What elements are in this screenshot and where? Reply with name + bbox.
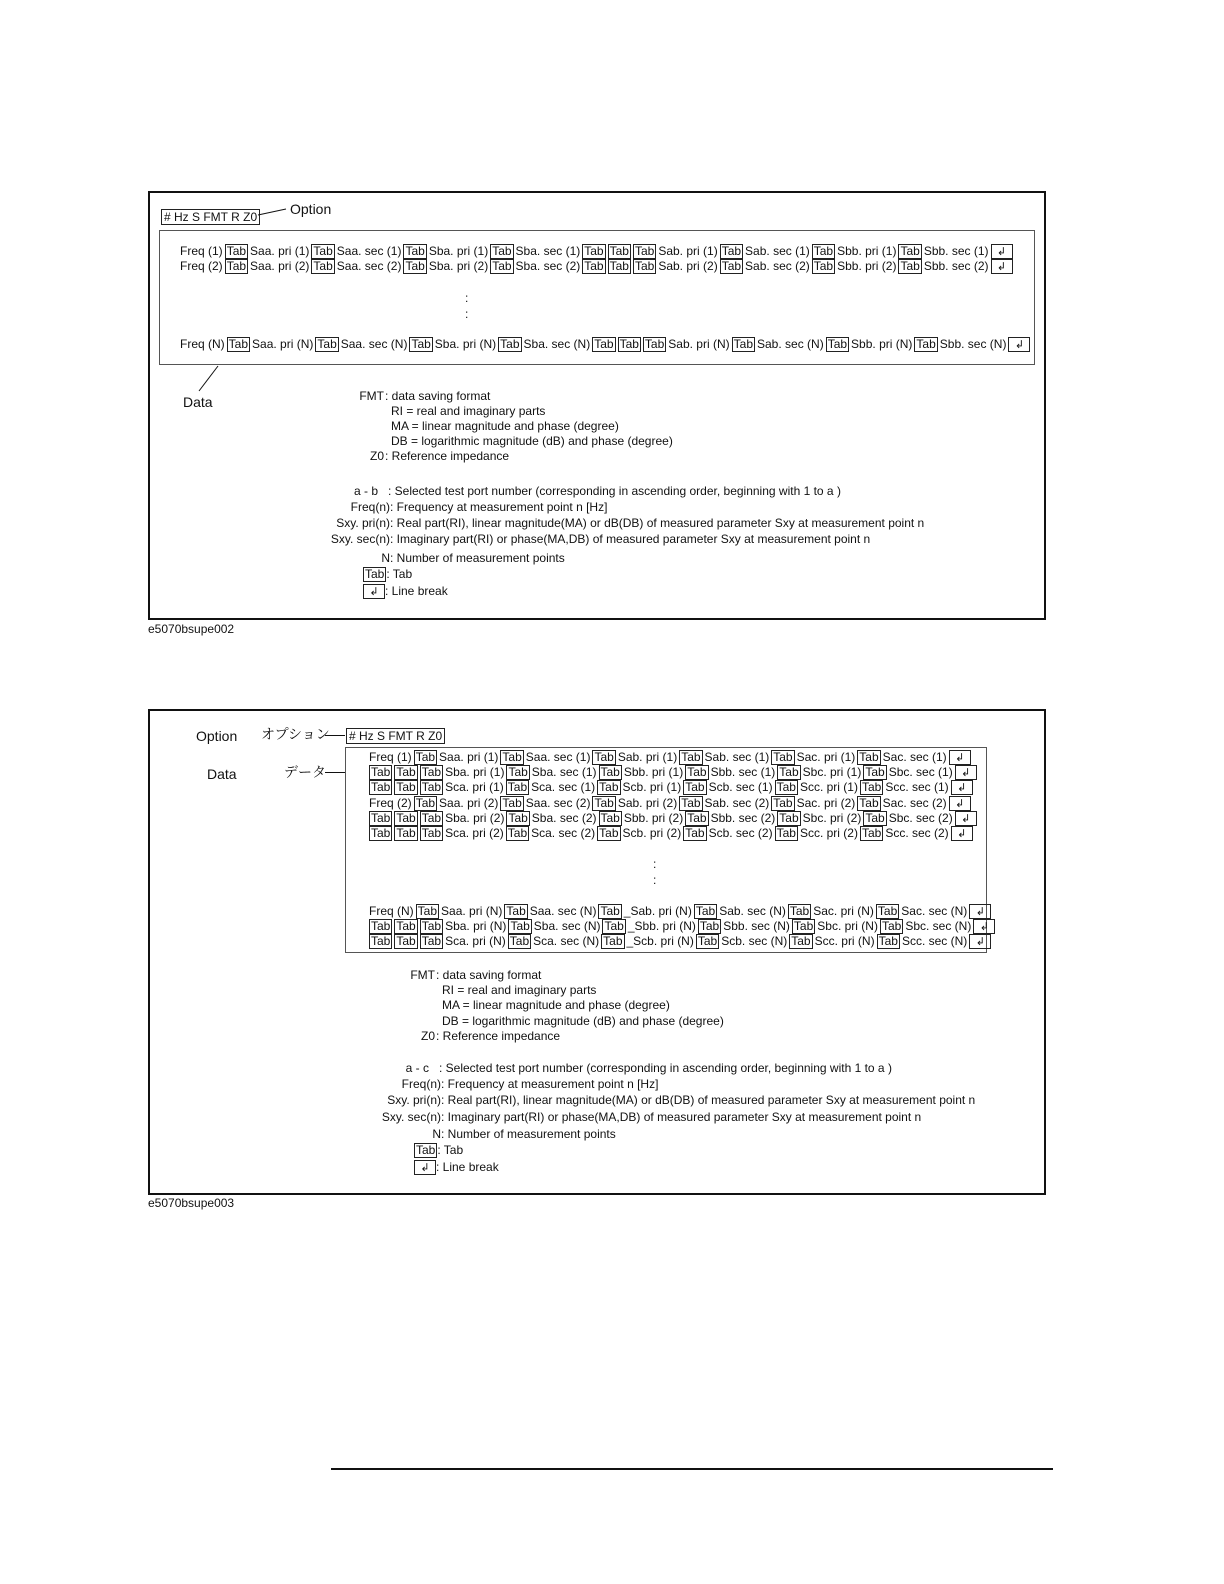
- fig1-legend-z0-val: : Reference impedance: [385, 449, 510, 463]
- data-field: Sbc. sec (N): [905, 919, 972, 933]
- tab-key-box: Tab: [594, 337, 614, 351]
- data-field: Sbc. pri (2): [802, 811, 862, 825]
- fig2-legend-fmt-val: : data saving format: [436, 968, 542, 982]
- fig2-header-box: [346, 728, 445, 744]
- fig1-legend-pri-val: : Real part(RI), linear magnitude(MA) or dB(DB) of measured parameter Sxy at measurement point n: [390, 516, 925, 530]
- tab-key-box: Tab: [600, 765, 620, 779]
- fig2-data-row: [369, 826, 975, 841]
- tab-key-box: Tab: [865, 811, 885, 825]
- data-field: Sba. pri (2): [445, 811, 505, 825]
- fig2-legend-z0-key: Z0: [420, 1029, 435, 1043]
- data-field: Sba. sec (1): [531, 765, 597, 779]
- data-field: Sba. sec (2): [531, 811, 597, 825]
- data-field: _Sab. pri (N): [623, 904, 692, 918]
- tab-key-box: Tab: [226, 259, 247, 273]
- data-field: Sbc. sec (2): [888, 811, 953, 825]
- tab-key-box: Tab: [604, 919, 624, 933]
- tab-key-box: Tab: [507, 780, 528, 794]
- fig2-data-row: [369, 904, 993, 919]
- tab-key-box: Tab: [396, 919, 416, 933]
- fig1-legend-fmt-val: : data saving format: [385, 389, 491, 403]
- tab-key-box: Tab: [405, 259, 425, 273]
- data-field: Sbb. pri (1): [623, 765, 684, 779]
- tab-key-box: Tab: [634, 244, 655, 258]
- data-field: Scb. pri (2): [622, 826, 682, 840]
- tab-key-box: Tab: [681, 796, 701, 810]
- data-field: Sba. pri (N): [434, 337, 497, 351]
- tab-key-box: Tab: [699, 919, 720, 933]
- fig2-data-leader: [325, 772, 345, 773]
- line-break-icon: ↲: [969, 934, 991, 949]
- tab-key-box: Tab: [226, 244, 247, 258]
- tab-key-box: Tab: [417, 904, 438, 918]
- data-field: Sca. sec (2): [531, 826, 596, 840]
- tab-key-box: Tab: [865, 765, 885, 779]
- line-break-icon: ↲: [973, 919, 995, 934]
- fig2-legend-ri: RI = real and imaginary parts: [442, 983, 597, 997]
- fig2-legend-freq-key: Freq(n): [401, 1077, 441, 1091]
- data-field: Sab. sec (2): [704, 796, 770, 810]
- tab-key-box: Tab: [416, 1143, 436, 1157]
- fig2-data-row: [369, 765, 979, 780]
- fig1-data-row: [180, 244, 1015, 259]
- line-break-icon: ↲: [1008, 337, 1030, 352]
- data-field: Sba. sec (2): [515, 259, 581, 273]
- fig1-legend-freq-key: Freq(n): [350, 500, 390, 514]
- tab-key-box: Tab: [697, 934, 718, 948]
- tab-key-box: Tab: [687, 811, 707, 825]
- data-field: Scc. sec (1): [885, 780, 949, 794]
- data-field: Sab. pri (2): [617, 796, 678, 810]
- tab-key-box: Tab: [877, 904, 898, 918]
- footer-rule: [331, 1468, 1053, 1470]
- tab-key-box: Tab: [396, 780, 416, 794]
- data-field: Sac. pri (N): [813, 904, 874, 918]
- fig2-data-row: [369, 934, 993, 949]
- data-field: Sab. pri (1): [617, 750, 678, 764]
- fig2-legend-pri-key: Sxy. pri(n): [387, 1093, 441, 1107]
- fig1-legend-tab-val: : Tab: [386, 567, 413, 581]
- line-break-icon: ↲: [949, 796, 971, 811]
- tab-key-box: Tab: [779, 765, 799, 779]
- tab-key-box: Tab: [779, 811, 799, 825]
- data-field: Sab. sec (N): [757, 337, 824, 351]
- fig1-legend-sec-val: : Imaginary part(RI) or phase(MA,DB) of measured parameter Sxy at measurement point n: [390, 532, 871, 546]
- line-break-icon: ↲: [969, 904, 991, 919]
- fig1-legend-fmt-key: FMT: [359, 389, 384, 403]
- data-field: Sca. sec (1): [531, 780, 596, 794]
- fig1-header-box: [161, 209, 260, 225]
- fig2-data-jp-label: データ: [284, 764, 326, 780]
- data-field: Sca. pri (2): [445, 826, 504, 840]
- fig2-legend-tab-val: : Tab: [437, 1143, 464, 1157]
- fig1-legend-ri: RI = real and imaginary parts: [391, 404, 546, 418]
- data-field: Saa. sec (2): [525, 796, 591, 810]
- tab-key-box: Tab: [415, 796, 436, 810]
- data-field: Sab. sec (1): [704, 750, 770, 764]
- data-field: Sbb. pri (1): [837, 244, 897, 258]
- fig2-legend-lb-row: [414, 1160, 499, 1175]
- fig1-legend-tab-row: [363, 567, 412, 582]
- data-field: Sbb. sec (1): [923, 244, 989, 258]
- data-field: Sbb. sec (N): [723, 919, 790, 933]
- fig2-caption: e5070bsupe003: [148, 1196, 235, 1210]
- tab-key-box: Tab: [685, 780, 705, 794]
- tab-key-box: Tab: [421, 811, 442, 825]
- tab-key-box: Tab: [411, 337, 431, 351]
- tab-key-box: Tab: [594, 796, 614, 810]
- tab-key-box: Tab: [317, 337, 337, 351]
- line-break-icon: ↲: [955, 765, 977, 780]
- fig2-data-label: Data: [207, 766, 237, 782]
- data-field: Scc. pri (1): [799, 780, 858, 794]
- data-field: Sba. pri (2): [428, 259, 489, 273]
- tab-key-box: Tab: [421, 919, 442, 933]
- data-field: Sbb. sec (1): [710, 765, 776, 779]
- data-field: Sac. sec (N): [901, 904, 968, 918]
- data-field: Sab. sec (2): [745, 259, 810, 273]
- data-field: Sbb. pri (2): [623, 811, 684, 825]
- tab-key-box: Tab: [396, 765, 416, 779]
- tab-key-box: Tab: [644, 337, 665, 351]
- fig1-vdots: :: [465, 307, 469, 321]
- data-field: Sca. pri (1): [445, 780, 504, 794]
- data-field: Freq (1): [369, 750, 412, 764]
- fig2-data-row: [369, 919, 997, 934]
- tab-key-box: Tab: [584, 244, 604, 258]
- tab-key-box: Tab: [793, 919, 814, 933]
- tab-key-box: Tab: [228, 337, 249, 351]
- tab-key-box: Tab: [507, 826, 528, 840]
- fig1-header-text: # Hz S FMT R Z0: [164, 210, 258, 224]
- fig1-legend-port-val: : Selected test port number (corresponding in ascending order, beginning with 1 to a ): [388, 484, 841, 498]
- tab-key-box: Tab: [405, 244, 425, 258]
- data-field: Sbb. sec (N): [939, 337, 1007, 351]
- tab-key-box: Tab: [508, 765, 528, 779]
- line-break-icon: ↲: [955, 811, 977, 826]
- tab-key-box: Tab: [916, 337, 936, 351]
- data-field: Sac. sec (2): [882, 796, 947, 810]
- fig2-header-text: # Hz S FMT R Z0: [349, 729, 443, 743]
- tab-key-box: Tab: [687, 765, 707, 779]
- fig2-legend-n-val: : Number of measurement points: [441, 1127, 616, 1141]
- tab-key-box: Tab: [365, 567, 385, 581]
- data-field: Sab. sec (1): [745, 244, 810, 258]
- tab-key-box: Tab: [721, 259, 742, 273]
- tab-key-box: Tab: [681, 750, 701, 764]
- tab-key-box: Tab: [371, 780, 391, 794]
- tab-key-box: Tab: [509, 934, 530, 948]
- fig2-legend-z0-val: : Reference impedance: [436, 1029, 561, 1043]
- fig2-legend-n-key: N: [432, 1127, 441, 1141]
- data-field: Sbb. pri (2): [837, 259, 897, 273]
- fig2-legend-ma: MA = linear magnitude and phase (degree): [442, 998, 670, 1012]
- data-field: Sbb. sec (2): [710, 811, 776, 825]
- tab-key-box: Tab: [396, 826, 416, 840]
- tab-key-box: Tab: [510, 919, 530, 933]
- fig2-option-leader: [325, 735, 345, 736]
- data-field: Freq (1): [180, 244, 223, 258]
- tab-key-box: Tab: [733, 337, 753, 351]
- tab-key-box: Tab: [859, 750, 879, 764]
- fig1-legend-n-val: : Number of measurement points: [390, 551, 565, 565]
- fig2-data-row: [369, 780, 975, 795]
- data-field: Scc. sec (N): [901, 934, 968, 948]
- fig2-vdots: :: [653, 857, 657, 871]
- tab-key-box: Tab: [900, 259, 920, 273]
- tab-key-box: Tab: [506, 904, 526, 918]
- fig1-data-label: Data: [183, 394, 213, 410]
- tab-key-box: Tab: [609, 244, 629, 258]
- data-field: _Scb. pri (N): [626, 934, 694, 948]
- tab-key-box: Tab: [600, 811, 620, 825]
- tab-key-box: Tab: [421, 826, 442, 840]
- tab-key-box: Tab: [594, 750, 614, 764]
- fig2-data-row: [369, 811, 979, 826]
- fig2-legend-tab-row: [414, 1143, 463, 1158]
- tab-key-box: Tab: [603, 934, 623, 948]
- tab-key-box: Tab: [599, 780, 619, 794]
- data-field: Scb. sec (N): [721, 934, 788, 948]
- data-field: Saa. pri (1): [439, 750, 499, 764]
- tab-key-box: Tab: [791, 934, 811, 948]
- tab-key-box: Tab: [599, 826, 619, 840]
- tab-key-box: Tab: [827, 337, 848, 351]
- tab-key-box: Tab: [881, 919, 902, 933]
- fig1-legend-freq-val: : Frequency at measurement point n [Hz]: [390, 500, 608, 514]
- fig1-legend-z0-key: Z0: [369, 449, 384, 463]
- fig2-legend-port-key: a - c: [405, 1061, 429, 1075]
- fig1-legend-lb-row: [363, 584, 448, 599]
- data-field: Saa. pri (N): [441, 904, 503, 918]
- data-field: Saa. sec (N): [529, 904, 597, 918]
- fig2-legend-fmt-key: FMT: [410, 968, 435, 982]
- tab-key-box: Tab: [695, 904, 716, 918]
- tab-key-box: Tab: [371, 826, 391, 840]
- tab-key-box: Tab: [859, 796, 879, 810]
- tab-key-box: Tab: [619, 337, 639, 351]
- data-field: Saa. sec (1): [525, 750, 591, 764]
- fig2-data-row: [369, 750, 973, 765]
- line-break-icon: ↲: [991, 244, 1013, 259]
- tab-key-box: Tab: [878, 934, 898, 948]
- data-field: Sbc. pri (1): [802, 765, 862, 779]
- tab-key-box: Tab: [421, 765, 442, 779]
- fig1-vdots: :: [465, 291, 469, 305]
- data-field: Sba. pri (1): [445, 765, 505, 779]
- fig1-legend-port-key: a - b: [353, 484, 378, 498]
- data-field: Sab. sec (N): [719, 904, 786, 918]
- fig2-legend-sec-key: Sxy. sec(n): [381, 1110, 441, 1124]
- tab-key-box: Tab: [584, 259, 604, 273]
- tab-key-box: Tab: [508, 811, 528, 825]
- data-field: _Sbb. pri (N): [627, 919, 696, 933]
- data-field: Freq (2): [180, 259, 223, 273]
- tab-key-box: Tab: [900, 244, 920, 258]
- tab-key-box: Tab: [861, 780, 882, 794]
- data-field: Freq (N): [369, 904, 414, 918]
- data-field: Sbc. sec (1): [888, 765, 953, 779]
- data-field: Sbc. pri (N): [817, 919, 878, 933]
- tab-key-box: Tab: [396, 811, 416, 825]
- data-field: Sba. pri (N): [445, 919, 507, 933]
- data-field: Sba. sec (1): [515, 244, 581, 258]
- tab-key-box: Tab: [634, 259, 655, 273]
- tab-key-box: Tab: [773, 796, 793, 810]
- data-field: Sab. pri (2): [658, 259, 718, 273]
- tab-key-box: Tab: [371, 934, 391, 948]
- data-field: Sba. pri (1): [428, 244, 489, 258]
- data-field: Sbb. pri (N): [851, 337, 913, 351]
- fig1-data-row: [180, 337, 1032, 352]
- tab-key-box: Tab: [721, 244, 742, 258]
- data-field: Scb. pri (1): [622, 780, 682, 794]
- line-break-icon: ↲: [414, 1160, 436, 1175]
- tab-key-box: Tab: [776, 780, 796, 794]
- line-break-icon: ↲: [951, 780, 973, 795]
- data-field: Saa. pri (N): [252, 337, 314, 351]
- fig2-legend-lb-val: : Line break: [436, 1160, 499, 1174]
- fig2-option-jp-label: オプション: [261, 726, 330, 742]
- fig2-legend-sec-val: : Imaginary part(RI) or phase(MA,DB) of measured parameter Sxy at measurement point n: [441, 1110, 922, 1124]
- line-break-icon: ↲: [951, 826, 973, 841]
- tab-key-box: Tab: [500, 337, 520, 351]
- tab-key-box: Tab: [600, 904, 620, 918]
- data-field: Freq (N): [180, 337, 225, 351]
- tab-key-box: Tab: [313, 259, 333, 273]
- fig1-option-label: Option: [290, 201, 332, 217]
- fig1-legend-lb-val: : Line break: [385, 584, 448, 598]
- fig1-legend-sec-key: Sxy. sec(n): [330, 532, 390, 546]
- tab-key-box: Tab: [502, 796, 522, 810]
- data-field: Scb. sec (1): [708, 780, 773, 794]
- data-field: Sca. pri (N): [445, 934, 506, 948]
- data-field: Sba. sec (N): [533, 919, 601, 933]
- fig1-data-row: [180, 259, 1015, 274]
- fig1-legend-ma: MA = linear magnitude and phase (degree): [391, 419, 619, 433]
- fig1-option-leader: [258, 208, 288, 216]
- data-field: Sab. pri (N): [668, 337, 730, 351]
- data-field: Sab. pri (1): [658, 244, 718, 258]
- data-field: Saa. sec (1): [336, 244, 402, 258]
- tab-key-box: Tab: [421, 780, 442, 794]
- fig2-legend-freq-val: : Frequency at measurement point n [Hz]: [441, 1077, 659, 1091]
- data-field: Freq (2): [369, 796, 412, 810]
- data-field: Saa. pri (2): [250, 259, 310, 273]
- tab-key-box: Tab: [421, 934, 442, 948]
- tab-key-box: Tab: [502, 750, 522, 764]
- data-field: Sac. pri (1): [796, 750, 856, 764]
- data-field: Scc. pri (2): [799, 826, 858, 840]
- tab-key-box: Tab: [371, 765, 391, 779]
- tab-key-box: Tab: [609, 259, 629, 273]
- fig1-data-leader: [198, 366, 220, 392]
- tab-key-box: Tab: [685, 826, 705, 840]
- data-field: Sba. sec (N): [523, 337, 591, 351]
- data-field: Scc. sec (2): [885, 826, 949, 840]
- data-field: Saa. sec (2): [336, 259, 402, 273]
- tab-key-box: Tab: [396, 934, 416, 948]
- data-field: Saa. pri (1): [250, 244, 310, 258]
- data-field: Saa. sec (N): [340, 337, 408, 351]
- data-field: Sbb. sec (2): [923, 259, 989, 273]
- data-field: Sca. sec (N): [533, 934, 600, 948]
- fig2-legend-port-val: : Selected test port number (corresponding in ascending order, beginning with 1 to a ): [439, 1061, 892, 1075]
- fig2-legend-pri-val: : Real part(RI), linear magnitude(MA) or dB(DB) of measured parameter Sxy at measurement point n: [441, 1093, 976, 1107]
- tab-key-box: Tab: [492, 259, 512, 273]
- fig2-data-row: [369, 796, 973, 811]
- data-field: Sac. pri (2): [796, 796, 856, 810]
- tab-key-box: Tab: [813, 244, 834, 258]
- tab-key-box: Tab: [861, 826, 882, 840]
- line-break-icon: ↲: [949, 750, 971, 765]
- tab-key-box: Tab: [773, 750, 793, 764]
- data-field: Saa. pri (2): [439, 796, 499, 810]
- tab-key-box: Tab: [371, 919, 391, 933]
- fig2-legend-db: DB = logarithmic magnitude (dB) and phase (degree): [442, 1014, 724, 1028]
- tab-key-box: Tab: [776, 826, 796, 840]
- tab-key-box: Tab: [813, 259, 834, 273]
- data-field: Scb. sec (2): [708, 826, 773, 840]
- tab-key-box: Tab: [313, 244, 333, 258]
- fig1-legend-db: DB = logarithmic magnitude (dB) and phase (degree): [391, 434, 673, 448]
- fig2-vdots: :: [653, 873, 657, 887]
- tab-key-box: Tab: [492, 244, 512, 258]
- fig1-caption: e5070bsupe002: [148, 622, 235, 636]
- data-field: Scc. pri (N): [814, 934, 875, 948]
- fig2-option-label: Option: [196, 728, 238, 744]
- line-break-icon: ↲: [363, 584, 385, 599]
- tab-key-box: Tab: [371, 811, 391, 825]
- tab-key-box: Tab: [415, 750, 436, 764]
- data-field: Sac. sec (1): [882, 750, 947, 764]
- fig1-legend-n-key: N: [381, 551, 390, 565]
- tab-key-box: Tab: [789, 904, 810, 918]
- line-break-icon: ↲: [991, 259, 1013, 274]
- fig1-legend-pri-key: Sxy. pri(n): [336, 516, 390, 530]
